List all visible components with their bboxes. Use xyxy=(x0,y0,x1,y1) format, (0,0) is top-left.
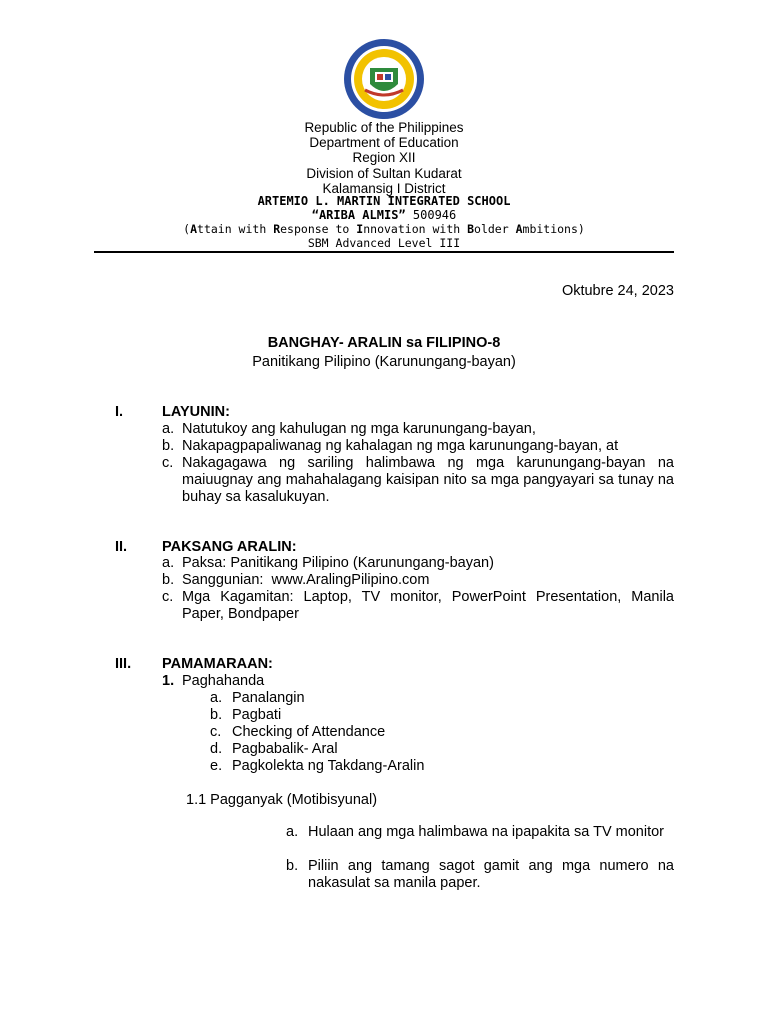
item-text: Natutukoy ang kahulugan ng mga karunungang-bayan, xyxy=(182,421,536,437)
motto-letter: R xyxy=(273,222,281,236)
motto-word: ttain with xyxy=(197,222,274,236)
school-id: 500946 xyxy=(412,208,457,222)
item-text: Nakagagawa ng sariling halimbawa ng mga karunungang-bayan na maiuugnay ang mahahalagang kaisipan nito sa mga pangyayari sa tunay na buhay sa kasalukuyan. xyxy=(182,455,674,505)
item-label: a. xyxy=(286,824,299,840)
item-label: d. xyxy=(210,741,223,757)
header-region: Region XII xyxy=(352,150,416,165)
motto-letter: I xyxy=(356,222,364,236)
motto-quote: “ARIBA ALMIS” xyxy=(311,208,406,222)
section-numeral-iii: III. xyxy=(115,656,132,672)
substep-pagganyak: 1.1 Pagganyak (Motibisyunal) xyxy=(186,792,378,808)
motto-open-paren: ( xyxy=(183,222,191,236)
section-numeral-ii: II. xyxy=(115,539,128,555)
item-label: c. xyxy=(162,589,174,605)
header-division: Division of Sultan Kudarat xyxy=(306,166,462,181)
header-divider xyxy=(94,251,674,253)
motto-word: mbitions xyxy=(522,222,578,236)
item-text: Paksa: Panitikang Pilipino (Karunungang-bayan) xyxy=(182,555,494,571)
item-label: b. xyxy=(162,572,175,588)
section-heading-paksa: PAKSANG ARALIN: xyxy=(162,539,297,555)
step-number: 1. xyxy=(162,673,175,689)
item-text: Hulaan ang mga halimbawa na ipapakita sa TV monitor xyxy=(308,824,664,840)
motto-close-paren: ) xyxy=(577,222,585,236)
school-seal-logo xyxy=(343,38,425,120)
item-label: a. xyxy=(162,555,175,571)
motto-letter: B xyxy=(467,222,475,236)
motto-word: nnovation with xyxy=(363,222,468,236)
item-text: Piliin ang tamang sagot gamit ang mga numero na nakasulat sa manila paper. xyxy=(308,858,674,891)
document-title: BANGHAY- ARALIN sa FILIPINO-8 xyxy=(267,335,501,351)
item-label: b. xyxy=(286,858,299,874)
item-label: a. xyxy=(162,421,175,437)
item-label: c. xyxy=(162,455,174,471)
document-subtitle: Panitikang Pilipino (Karunungang-bayan) xyxy=(252,354,516,370)
motto-letter: A xyxy=(515,222,523,236)
motto-letter: A xyxy=(190,222,198,236)
motto-word: esponse to xyxy=(280,222,357,236)
item-text: Sanggunian: www.AralingPilipino.com xyxy=(182,572,430,588)
item-text: Mga Kagamitan: Laptop, TV monitor, PowerPoint Presentation, Manila Paper, Bondpaper xyxy=(182,589,674,622)
item-text: Checking of Attendance xyxy=(232,724,386,740)
header-district: Kalamansig I District xyxy=(322,181,446,196)
item-label: c. xyxy=(210,724,222,740)
sbm-level: SBM Advanced Level III xyxy=(307,236,461,250)
section-numeral-i: I. xyxy=(115,404,124,420)
document-date: Oktubre 24, 2023 xyxy=(561,283,674,299)
item-label: a. xyxy=(210,690,223,706)
item-text: Pagbabalik- Aral xyxy=(232,741,338,757)
item-label: b. xyxy=(162,438,175,454)
item-text: Nakapagpapaliwanag ng kahalagan ng mga karunungang-bayan, at xyxy=(182,438,619,454)
step-label: Paghahanda xyxy=(182,673,265,689)
item-text: Panalangin xyxy=(232,690,305,706)
item-label: b. xyxy=(210,707,223,723)
item-text: Pagkolekta ng Takdang-Aralin xyxy=(232,758,425,774)
header-department: Department of Education xyxy=(309,135,459,150)
item-label: e. xyxy=(210,758,223,774)
motto-word: older xyxy=(474,222,516,236)
school-motto xyxy=(0,208,768,222)
section-heading-layunin: LAYUNIN: xyxy=(162,404,230,420)
school-name: ARTEMIO L. MARTIN INTEGRATED SCHOOL xyxy=(257,194,511,208)
section-heading-pamamaraan: PAMAMARAAN: xyxy=(162,656,273,672)
motto-expansion xyxy=(0,222,768,236)
item-text: Pagbati xyxy=(232,707,282,723)
header-republic: Republic of the Philippines xyxy=(304,120,464,135)
